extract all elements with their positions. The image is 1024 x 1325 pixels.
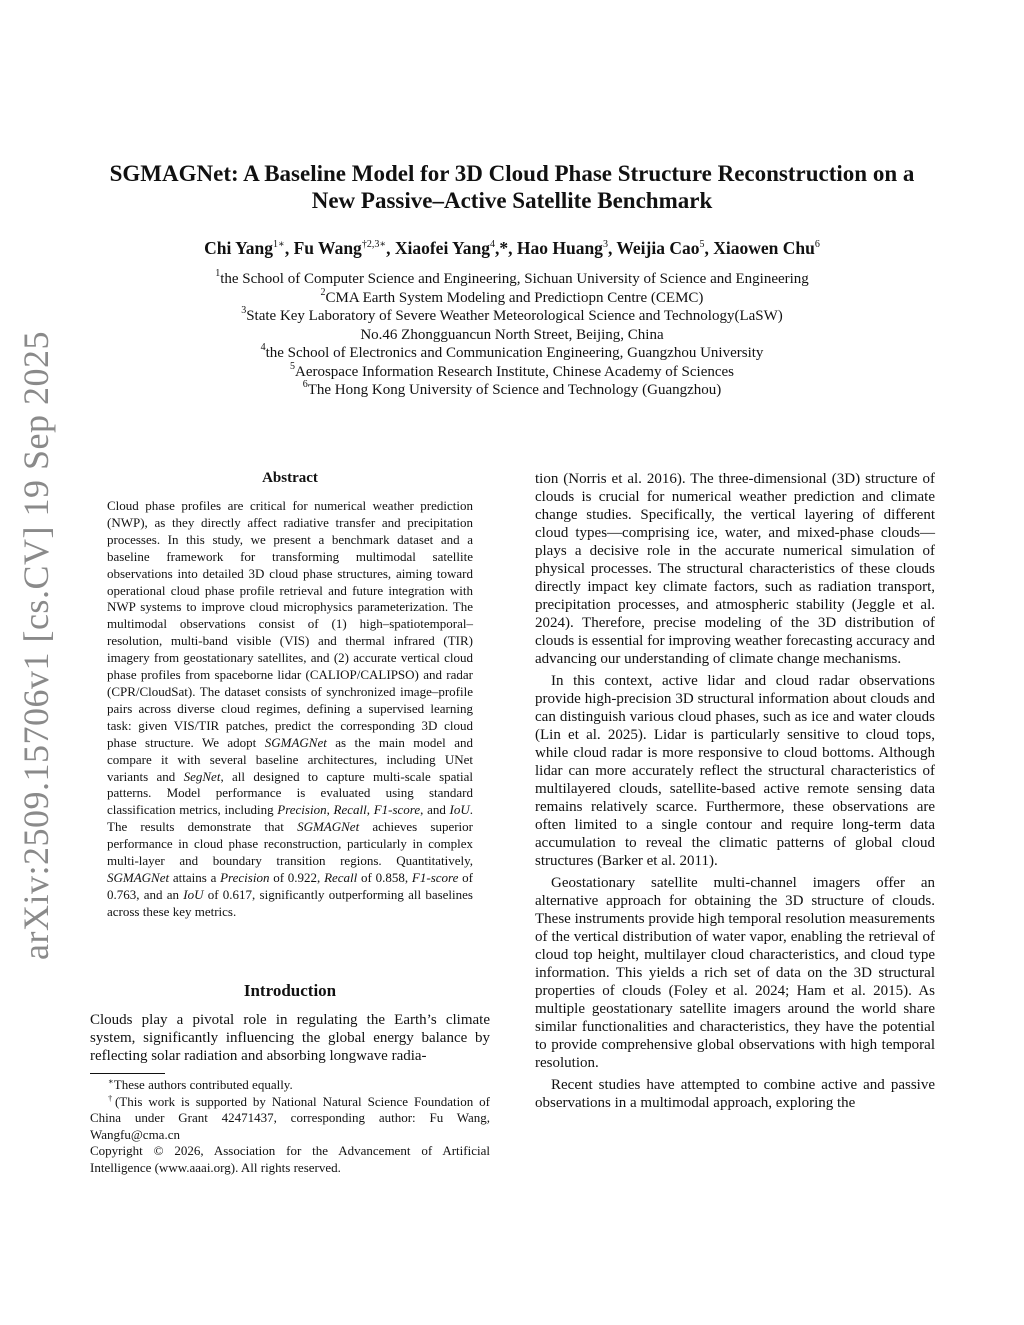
affiliation-list [90, 270, 934, 400]
body-paragraph: Recent studies have attempted to combine active and passive observations in a multimodal approach, exploring the [535, 1077, 935, 1111]
author: Xiaowen Chu$^6$ [713, 238, 820, 258]
author: Chi Yang$^{1∗}$, [204, 238, 294, 258]
right-column [535, 470, 935, 1116]
footnote-equal-contribution: ∗These authors contributed equally. [108, 1076, 293, 1092]
arxiv-identifier: arXiv:2509.15706v1 [cs.CV] 19 Sep 2025 [16, 331, 56, 960]
author-list [90, 237, 934, 259]
introduction-heading: Introduction [243, 981, 337, 1000]
affiliation: $^2$CMA Earth System Modeling and Predictiopn Centre (CEMC) [320, 286, 704, 306]
affiliation: $^5$Aerospace Information Research Institute, Chinese Academy of Sciences [289, 360, 734, 380]
title-line-1: SGMAGNet: A Baseline Model for 3D Cloud Phase Structure Reconstruction on a [109, 161, 915, 186]
footnote-funding: †(This work is supported by National Natural Science Foundation of China under Grant 42471437, corresponding author: Fu Wang, Wangfu@cma.cn [90, 1092, 490, 1142]
title-line-2: New Passive–Active Satellite Benchmark [311, 188, 713, 213]
abstract-text: Cloud phase profiles are critical for numerical weather prediction (NWP), as they directly affect radiative transfer and precipitation processes. In this study, we present a benchmark dataset and a baseline framework for transforming multimodal satellite observations into detailed 3D cloud phase structures, aiming toward operational cloud phase profile retrieval and future integration with NWP systems to improve cloud microphysics parameterization. The multimodal observations consist of (1) high–spatiotemporal–resolution, multi-band visible (VIS) and thermal infrared (TIR) imagery from geostationary satellites, and (2) accurate vertical cloud phase profiles from spaceborne lidar (CALIOP/CALIPSO) and radar (CPR/CloudSat). The dataset consists of synchronized image–profile pairs across diverse cloud regimes, defining a supervised learning task: given VIS/TIR patches, predict the corresponding 3D cloud phase structure. We adopt SGMAGNet as the main model and compare it with several baseline architectures, including UNet variants and SegNet, all designed to capture multi-scale spatial patterns. Model performance is evaluated using standard classification metrics, including Precision, Recall, F1-score, and IoU. The results demonstrate that SGMAGNet achieves superior performance in cloud phase reconstruction, particularly in complex multi-layer and boundary transition regions. Quantitatively, SGMAGNet attains a Precision of 0.922, Recall of 0.858, F1-score of 0.763, and an IoU of 0.617, significantly outperforming all baselines across these key metrics. [107, 498, 473, 919]
author: Xiaofei Yang$^4$,*, [394, 238, 517, 258]
author: Weijia Cao$^5$, [616, 238, 714, 258]
affiliation: $^6$The Hong Kong University of Science and Technology (Guangzhou) [302, 379, 722, 398]
footnotes [90, 1077, 490, 1176]
author: Hao Huang$^3$, [516, 238, 617, 258]
affiliation: No.46 Zhongguancun North Street, Beijing, China [360, 326, 664, 343]
body-paragraph: Geostationary satellite multi-channel imagers offer an alternative approach for obtaining the 3D structure of clouds. These instruments provide high temporal resolution measurements of the vertical distribution of water vapor, enabling the retrieval of cloud top height, multilayer cloud characteristics, and cloud type information. This yields a rich set of data on the 3D structural properties of clouds (Foley et al. 2024; Ham et al. 2015). As multiple geostationary satellite imagers around the world share similar functionalities and characteristics, they have the potential to provide comprehensive global observations with high temporal resolution. [535, 875, 935, 1071]
body-paragraph: tion (Norris et al. 2016). The three-dimensional (3D) structure of clouds is crucial for numerical weather prediction and climate change studies. Specifically, the vertical layering of different cloud types—comprising ice, water, and mixed-phase clouds—plays a decisive role in the accurate numerical simulation of physical processes. The structural characteristics of these clouds directly impact key climate factors, such as radiation transport, precipitation processes, and atmospheric stability (Jeggle et al. 2024). Therefore, precise modeling of the 3D distribution of clouds is essential for improving weather forecasting accuracy and advancing our understanding of climate change mechanisms. [535, 471, 935, 667]
body-paragraph: In this context, active lidar and cloud radar observations provide high-precision 3D structural information about clouds and can distinguish various cloud phases, such as ice and water clouds (Lin et al. 2025). Lidar is particularly sensitive to cloud tops, while cloud radar is more responsive to cloud bottoms. Although lidar can more accurately reflect the structural characteristics of multilayered clouds, satellite-based active remote sensing data remains relatively scarce. Furthermore, these observations are often limited to a single contour and require long-term data accumulation to reveal the climatic patterns of global cloud structures (Barker et al. 2011). [535, 673, 935, 869]
abstract-heading: Abstract [262, 470, 318, 486]
copyright-notice: Copyright © 2026, Association for the Advancement of Artificial Intelligence (www.aaai.org). All rights reserved. [90, 1143, 490, 1175]
author: Fu Wang$^{\dagger 2,3∗}$, [293, 238, 395, 258]
affiliation: $^4$the School of Electronics and Communication Engineering, Guangzhou University [260, 342, 764, 361]
footnote-rule [90, 1073, 165, 1074]
introduction-paragraph: Clouds play a pivotal role in regulating the Earth’s climate system, significantly influencing the global energy balance by reflecting solar radiation and absorbing longwave radia- [90, 1012, 490, 1064]
affiliation: $^3$State Key Laboratory of Severe Weather Meteorological Science and Technology(LaSW) [241, 305, 783, 324]
affiliation: $^1$the School of Computer Science and Engineering, Sichuan University of Science and Engineering [215, 268, 809, 287]
paper-title [90, 160, 934, 214]
